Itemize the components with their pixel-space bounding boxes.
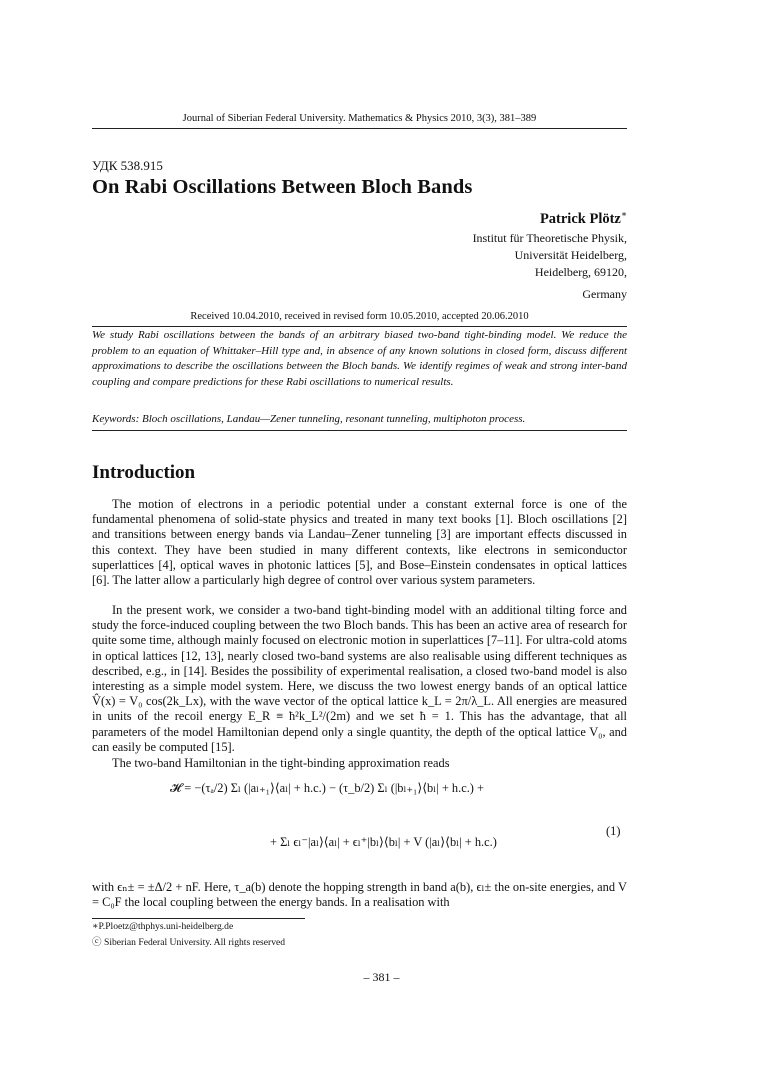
footnote-email: ∗P.Ploetz@thphys.uni-heidelberg.de [92,921,234,932]
paper-title: On Rabi Oscillations Between Bloch Bands [92,176,473,198]
paragraph: The motion of electrons in a periodic potential under a constant external force is one of the fundamental phenomena of solid-state physics and treated in many text books [1]. Bloch oscillations [2] and transitions between energy bands via Landau–Zener tunneling [3] are important effects discussed in this context. They have been studied in many different contexts, like electrons in semiconductor superlattices [4], optical waves in photonic lattices [5], and Bose–Einstein condensates in optical lattices [6]. The latter allow a particularly high degree of control over various system parameters. [92,497,627,588]
affiliation [473,230,627,303]
paragraph: The two-band Hamiltonian in the tight-binding approximation reads [112,756,450,770]
paragraph: with ϵₙ± = ±Δ/2 + nF. Here, τ_a(b) denote the hopping strength in band a(b), ϵₗ± the on-site energies, and V = C₀F the local coupling between the energy bands. In a realisation with [92,880,627,910]
equation-number: (1) [606,824,621,838]
affiliation-line: Germany [582,286,627,301]
abstract: We study Rabi oscillations between the bands of an arbitrary biased two-band tight-binding model. We reduce the problem to an equation of Whittaker–Hill type and, in absence of any known solutions in closed form, discuss different approximations to describe the oscillations between the Bloch bands. We identify regimes of weak and strong inter-band coupling and compare predictions for these Rabi oscillations to numerical results. [92,329,627,388]
section-heading: Introduction [92,462,196,483]
page-number: – 381 – [363,970,400,984]
footnote-copyright: ⓒ Siberian Federal University. All rights reserved [92,937,286,948]
footnote-rule [92,918,305,919]
journal-header: Journal of Siberian Federal University. Mathematics & Physics 2010, 3(3), 381–389 [182,113,537,124]
received-dates: Received 10.04.2010, received in revised form 10.05.2010, accepted 20.06.2010 [190,311,529,322]
paragraph: In the present work, we consider a two-band tight-binding model with an additional tilting force and study the force-induced coupling between the two Bloch bands. This has been an active area of research for quite some time, although mainly focused on electronic motion in superlattices [7–11]. For ultra-cold atoms in optical lattices [12, 13], nearly closed two-band systems are also realisable using different techniques as described, e.g., in [14]. Besides the possibility of experimental realisation, a closed two-band model is also interesting as a simple model system. Here, we discuss the two lowest energy bands of an optical lattice V̂(x) = V₀ cos(2k_Lx), with the wave vector of the optical lattice k_L = 2π/λ_L. All energies are measured in units of the recoil energy E_R ≡ ħ²k_L²/(2m) and we set ħ = 1. This has the advantage, that all parameters of the model Hamiltonian depend only a single quantity, the depth of the optical lattice V₀, and can easily be computed [15]. [92,603,627,754]
equation-line: 𝓗 = −(τₐ/2) Σₗ (|aₗ₊₁⟩⟨aₗ| + h.c.) − (τ_b/2) Σₗ (|bₗ₊₁⟩⟨bₗ| + h.c.) + [170,781,485,795]
abstract-top-rule [92,326,627,327]
header-rule [92,128,627,129]
equation-line: + Σₗ ϵₗ⁻|aₗ⟩⟨aₗ| + ϵₗ⁺|bₗ⟩⟨bₗ| + V (|aₗ⟩⟨bₗ| + h.c.) [270,835,497,849]
footnote-marker: ∗ [620,209,627,219]
abstract-bottom-rule [92,430,627,431]
affiliation-line: Universität Heidelberg, [514,248,627,263]
affiliation-line: Institut für Theoretische Physik, [472,231,627,245]
author-name: Patrick Plötz∗ [539,209,627,227]
affiliation-line: Heidelberg, 69120, [534,265,627,280]
keywords: Keywords: Bloch oscillations, Landau—Zener tunneling, resonant tunneling, multiphoton process. [92,413,526,425]
udk-code: УДК 538.915 [92,158,163,173]
